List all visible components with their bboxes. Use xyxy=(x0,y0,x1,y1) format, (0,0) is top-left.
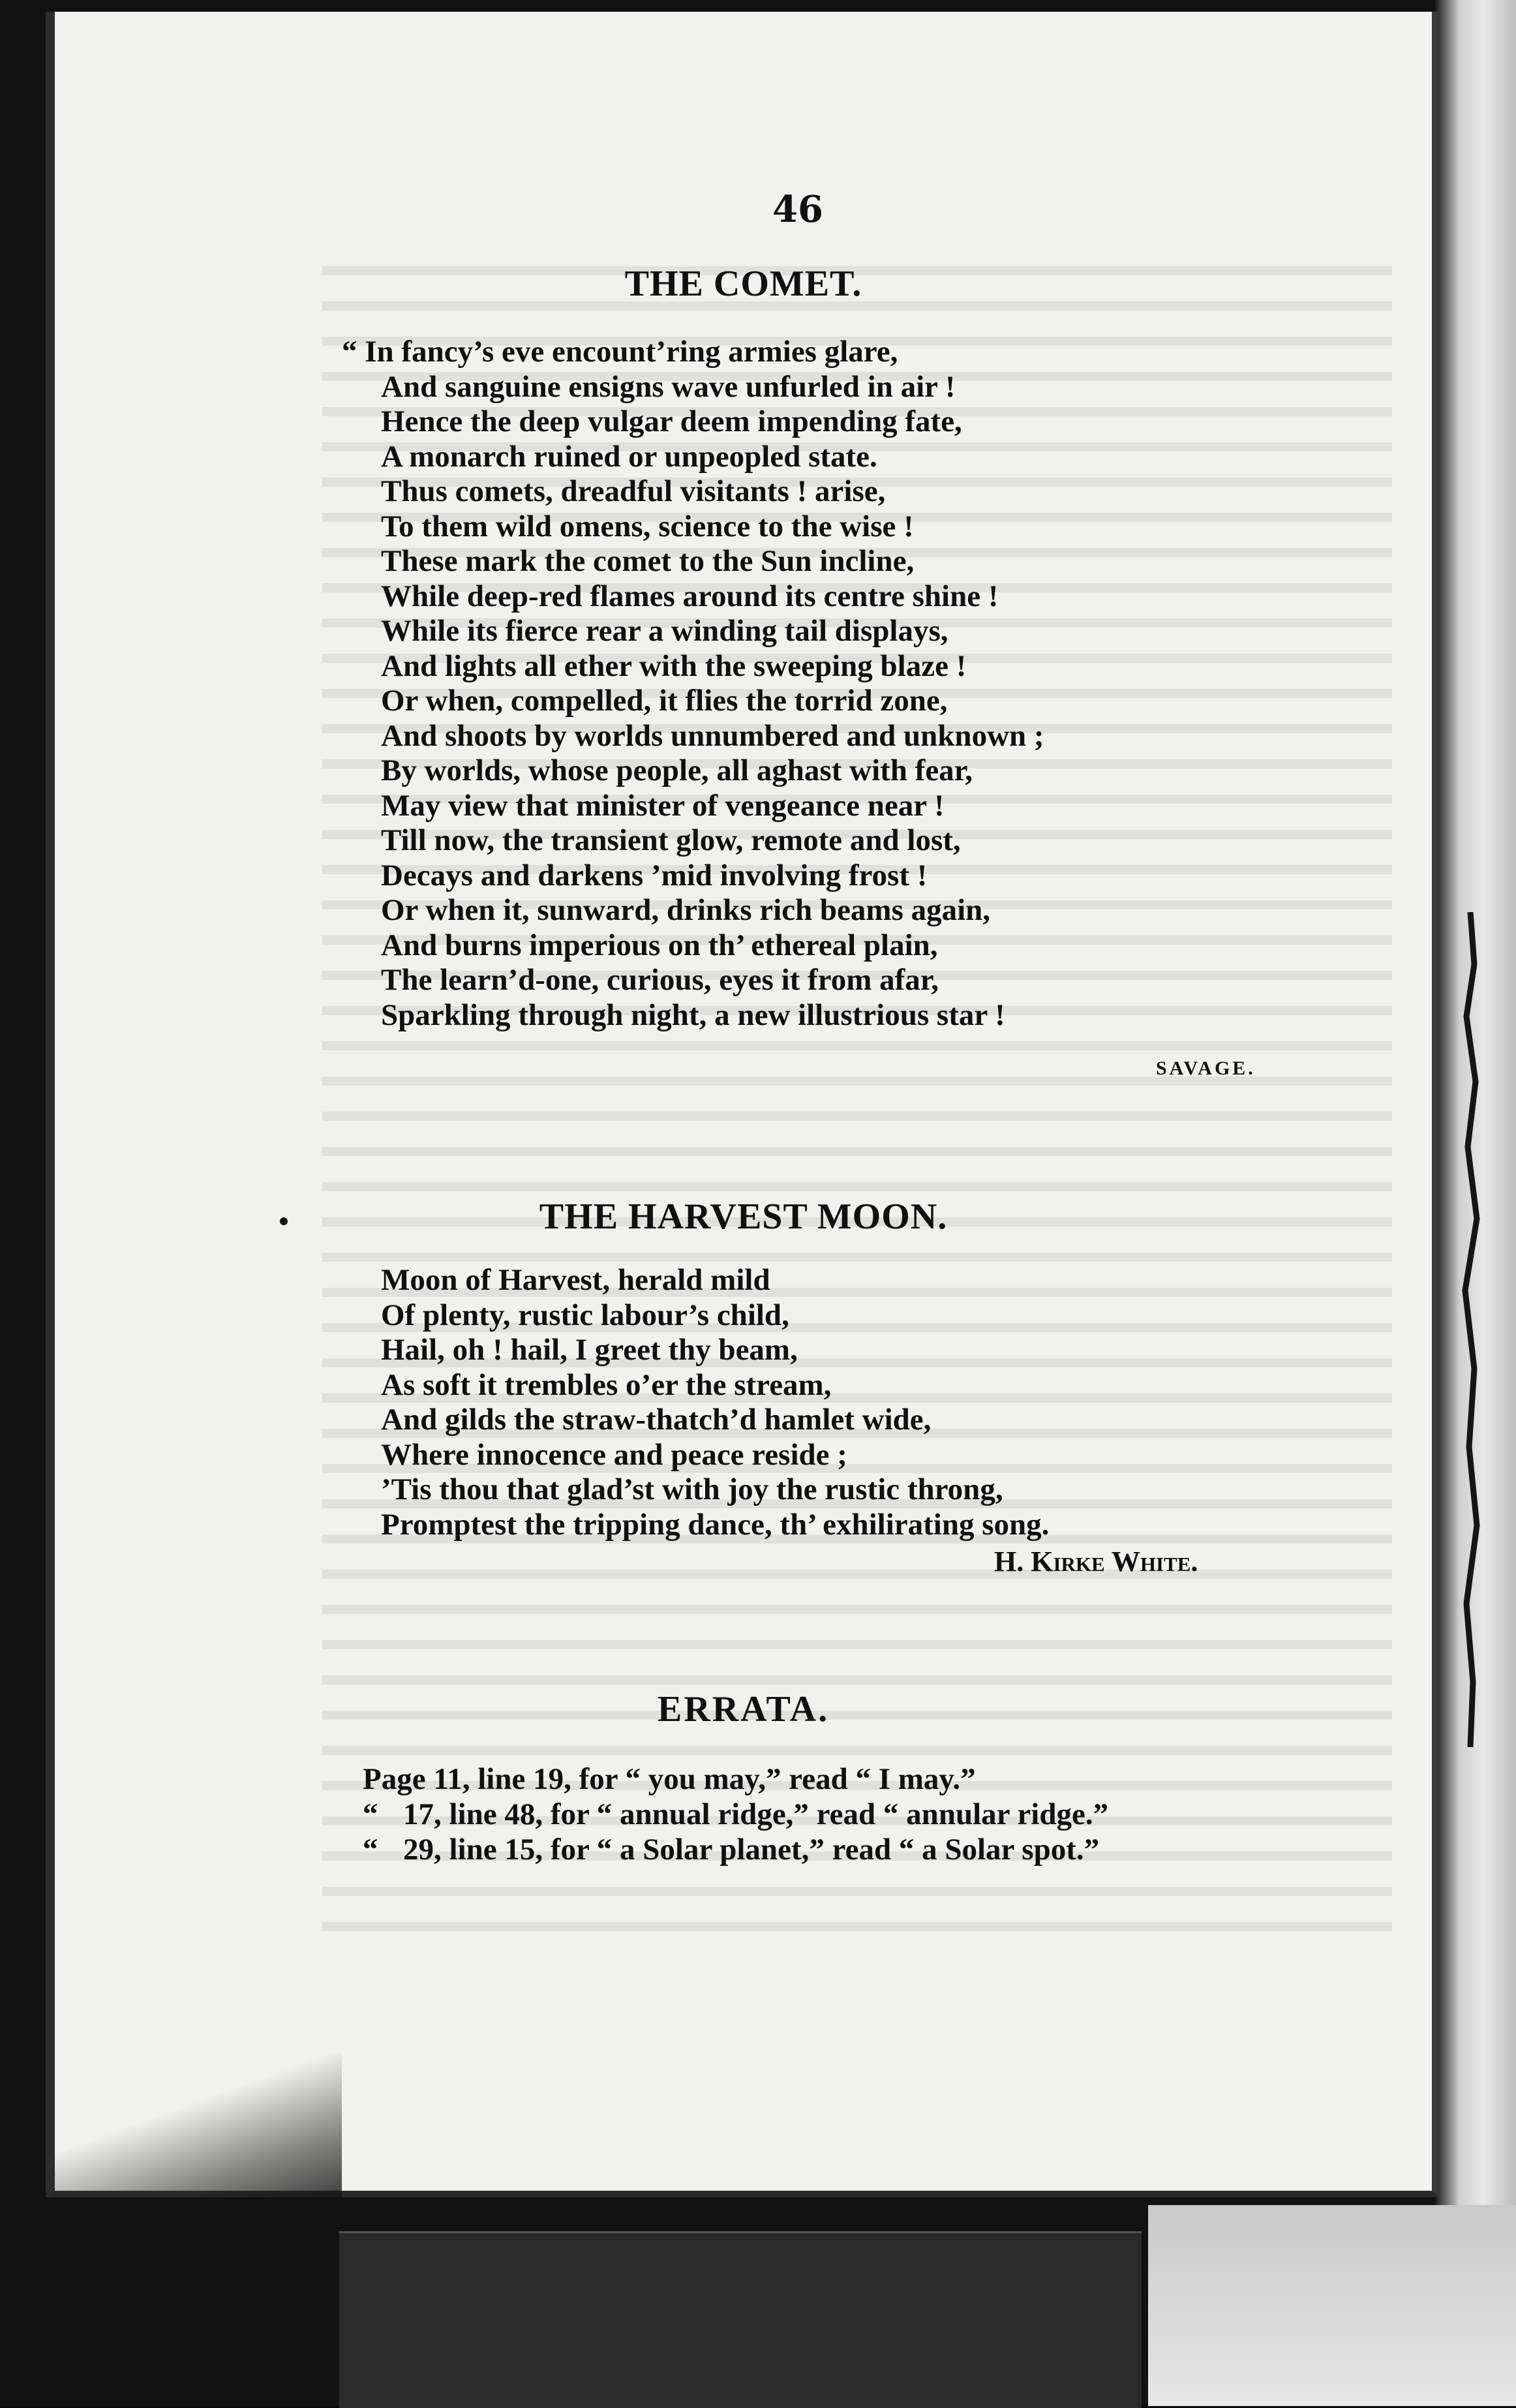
poem-line: A monarch ruined or unpeopled state. xyxy=(381,439,877,474)
harvest-moon-author: H. Kirke White. xyxy=(994,1546,1198,1577)
poem-line: May view that minister of vengeance near ! xyxy=(381,788,945,823)
comet-title: THE COMET. xyxy=(624,264,862,304)
corner-shadow xyxy=(55,2054,342,2197)
binding-strip xyxy=(339,2231,1142,2408)
poem-line: Till now, the transient glow, remote and lost, xyxy=(381,823,961,857)
harvest-moon-poem xyxy=(381,1263,1049,1542)
poem-line: And shoots by worlds unnumbered and unknown ; xyxy=(381,718,1044,753)
poem-line: Or when it, sunward, drinks rich beams again, xyxy=(381,893,991,927)
poem-line: And burns imperious on th’ ethereal plain, xyxy=(381,928,938,962)
poem-line: Of plenty, rustic labour’s child, xyxy=(381,1298,789,1332)
poem-line: Where innocence and peace reside ; xyxy=(381,1437,847,1472)
book-page xyxy=(46,12,1438,2197)
poem-line: These mark the comet to the Sun incline, xyxy=(381,544,915,578)
poem-line: By worlds, whose people, all aghast with fear, xyxy=(381,754,973,787)
poem-line: As soft it trembles o’er the stream, xyxy=(381,1367,832,1402)
poem-line: And sanguine ensigns wave unfurled in air ! xyxy=(381,369,956,404)
poem-line: Thus comets, dreadful visitants ! arise, xyxy=(381,474,886,508)
poem-line: ’Tis thou that glad’st with joy the rustic throng, xyxy=(381,1472,1003,1506)
poem-line: Promptest the tripping dance, th’ exhilirating song. xyxy=(381,1507,1050,1542)
poem-line: While deep-red flames around its centre shine ! xyxy=(381,579,999,613)
page-tear-mark xyxy=(1457,912,1483,1747)
harvest-moon-title: THE HARVEST MOON. xyxy=(539,1196,948,1237)
errata-text: 17, line 48, for “ annual ridge,” read “ annular ridge.” xyxy=(403,1797,1109,1831)
poem-line: Moon of Harvest, herald mild xyxy=(381,1263,770,1297)
errata-prefix: “ xyxy=(363,1797,378,1831)
poem-line: Decays and darkens ’mid involving frost ! xyxy=(381,858,928,892)
errata-list xyxy=(363,1761,1108,1867)
poem-line: The learn’d-one, curious, eyes it from afar, xyxy=(381,963,939,997)
backing-sheet xyxy=(1148,2205,1516,2406)
poem-line: To them wild omens, science to the wise ! xyxy=(381,509,914,543)
comet-poem xyxy=(342,335,1044,1033)
page-number: 46 xyxy=(772,188,823,231)
poem-line: Sparkling through night, a new illustrious star ! xyxy=(381,998,1005,1032)
comet-author: SAVAGE. xyxy=(1156,1058,1256,1079)
errata-entry xyxy=(363,1761,1108,1797)
poem-line: While its fierce rear a winding tail displays, xyxy=(381,614,948,648)
poem-line: And lights all ether with the sweeping blaze ! xyxy=(381,648,967,683)
errata-prefix: Page 11, xyxy=(363,1762,470,1796)
poem-line: And gilds the straw-thatch’d hamlet wide, xyxy=(381,1403,932,1437)
page-content xyxy=(55,12,1432,2191)
errata-title: ERRATA. xyxy=(657,1689,830,1730)
errata-prefix: “ xyxy=(363,1833,378,1867)
errata-text: 29, line 15, for “ a Solar planet,” read “ a Solar spot.” xyxy=(403,1833,1100,1867)
errata-text: line 19, for “ you may,” read “ I may.” xyxy=(478,1762,976,1796)
poem-line: “ In fancy’s eve encount’ring armies glare, xyxy=(342,335,898,369)
poem-line: Hence the deep vulgar deem impending fate, xyxy=(381,404,962,438)
poem-line: Hail, oh ! hail, I greet thy beam, xyxy=(381,1333,798,1367)
poem-line: Or when, compelled, it flies the torrid zone, xyxy=(381,684,948,718)
errata-entry xyxy=(363,1797,1108,1832)
errata-entry xyxy=(363,1832,1108,1867)
